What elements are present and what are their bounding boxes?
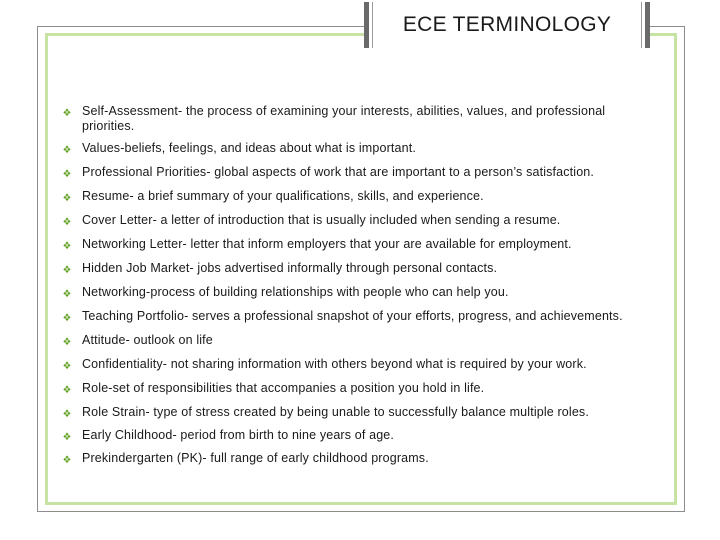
list-item [52,141,664,158]
list-item [52,104,664,134]
list-item-text: Self-Assessment- the process of examining your interests, abilities, values, and professional priorities. [82,104,606,133]
list-item [52,451,664,468]
list-item [52,309,664,326]
diamond-bullet-icon: ❖ [62,432,72,443]
diamond-bullet-icon: ❖ [62,361,72,372]
list-item-text: Hidden Job Market- jobs advertised informally through personal contacts. [82,261,498,275]
slide-title: ECE TERMINOLOGY [402,13,612,36]
diamond-bullet-icon: ❖ [62,289,72,300]
list-item-text: Confidentiality- not sharing information with others beyond what is required by your work. [82,357,587,371]
list-item [52,381,664,398]
list-item [52,189,664,206]
list-item-text: Teaching Portfolio- serves a professional snapshot of your efforts, progress, and achievements. [82,309,623,323]
diamond-bullet-icon: ❖ [62,193,72,204]
diamond-bullet-icon: ❖ [62,217,72,228]
list-item-text: Networking Letter- letter that inform employers that your are available for employment. [82,237,572,251]
diamond-bullet-icon: ❖ [62,313,72,324]
diamond-bullet-icon: ❖ [62,145,72,156]
list-item-text: Values-beliefs, feelings, and ideas about what is important. [82,141,416,155]
diamond-bullet-icon: ❖ [62,337,72,348]
diamond-bullet-icon: ❖ [62,409,72,420]
list-item [52,428,664,445]
list-item-text: Attitude- outlook on life [82,333,213,347]
list-item-text: Prekindergarten (PK)- full range of early childhood programs. [82,451,429,465]
diamond-bullet-icon: ❖ [62,265,72,276]
diamond-bullet-icon: ❖ [62,385,72,396]
list-item [52,213,664,230]
list-item [52,285,664,302]
list-item [52,237,664,254]
diamond-bullet-icon: ❖ [62,169,72,180]
list-item-text: Role-set of responsibilities that accompanies a position you hold in life. [82,381,485,395]
list-item [52,333,664,350]
diamond-bullet-icon: ❖ [62,108,72,119]
title-box [364,2,650,48]
diamond-bullet-icon: ❖ [62,455,72,466]
list-item-text: Networking-process of building relationships with people who can help you. [82,285,509,299]
list-item-text: Early Childhood- period from birth to nine years of age. [82,428,395,442]
list-item [52,261,664,278]
list-item [52,357,664,374]
list-item-text: Role Strain- type of stress created by being unable to successfully balance multiple roles. [82,405,589,419]
diamond-bullet-icon: ❖ [62,241,72,252]
terminology-list [52,104,664,468]
list-item-text: Resume- a brief summary of your qualifications, skills, and experience. [82,189,484,203]
list-item [52,165,664,182]
list-item [52,405,664,422]
list-item-text: Cover Letter- a letter of introduction that is usually included when sending a resume. [82,213,561,227]
list-item-text: Professional Priorities- global aspects of work that are important to a person’s satisfaction. [82,165,595,179]
